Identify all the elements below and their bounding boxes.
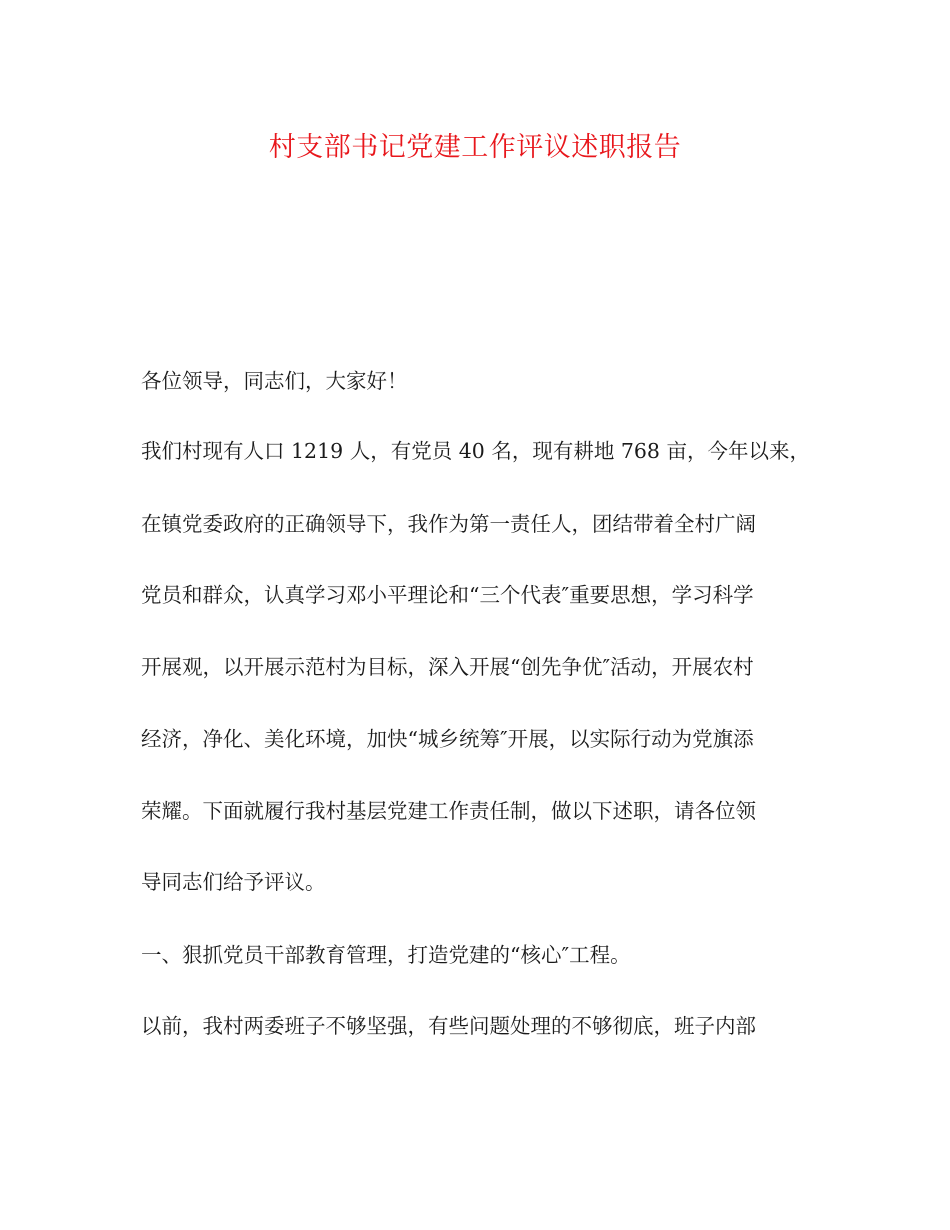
- body-line: 以前，我村两委班子不够坚强，有些问题处理的不够彻底，班子内部: [141, 1014, 756, 1038]
- body-line: 经济，净化、美化环境，加快“城乡统筹″开展，以实际行动为党旗添: [141, 727, 754, 751]
- body-line: 导同志们给予评议。: [141, 870, 326, 894]
- body-line: 开展观，以开展示范村为目标，深入开展“创先争优″活动，开展农村: [141, 655, 754, 679]
- document-title: 村支部书记党建工作评议述职报告: [268, 132, 682, 163]
- body-line: 荣耀。下面就履行我村基层党建工作责任制，做以下述职，请各位领: [141, 799, 756, 823]
- greeting-line: 各位领导，同志们，大家好！: [141, 369, 408, 393]
- body-line: 党员和群众，认真学习邓小平理论和“三个代表″重要思想，学习科学: [141, 583, 754, 607]
- section-heading: 一、狠抓党员干部教育管理，打造党建的“核心″工程。: [141, 943, 631, 967]
- body-line: 在镇党委政府的正确领导下，我作为第一责任人，团结带着全村广阔: [141, 512, 756, 536]
- body-line: 我们村现有人口 1219 人，有党员 40 名，现有耕地 768 亩，今年以来，: [141, 439, 810, 463]
